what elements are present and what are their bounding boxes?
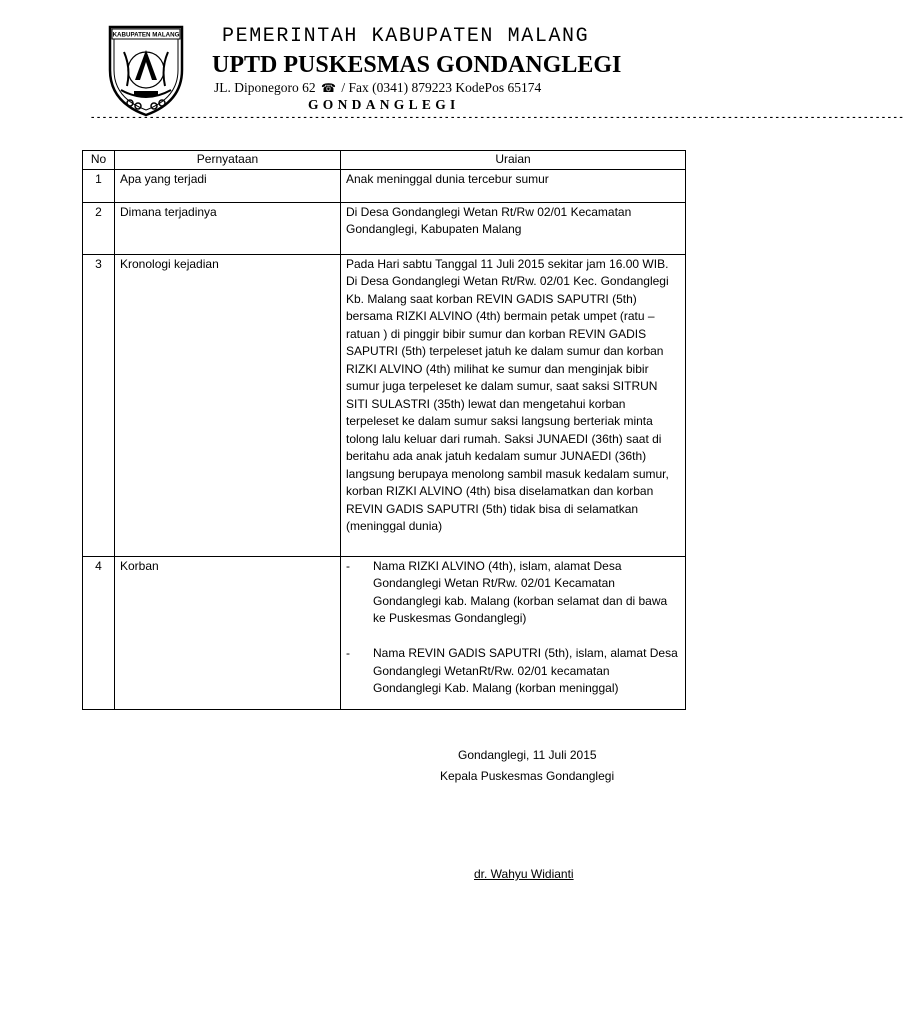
row-number: 1 bbox=[83, 169, 115, 202]
row-description bbox=[341, 556, 686, 709]
list-item bbox=[346, 645, 680, 698]
victim-description: Nama RIZKI ALVINO (4th), islam, alamat Desa Gondanglegi Wetan Rt/Rw. 02/01 Kecamatan Gondanglegi kab. Malang (korban selamat dan di bawa ke Puskesmas Gondanglegi) bbox=[373, 558, 668, 625]
logo-lettering: KABUPATEN MALANG bbox=[112, 31, 180, 39]
table-row bbox=[83, 202, 686, 254]
row-description: Anak meninggal dunia tercebur sumur bbox=[341, 169, 686, 202]
header-government-title: PEMERINTAH KABUPATEN MALANG bbox=[222, 25, 590, 48]
row-description: Pada Hari sabtu Tanggal 11 Juli 2015 sekitar jam 16.00 WIB. Di Desa Gondanglegi Wetan Rt/Rw. 02/01 Kec. Gondanglegi Kb. Malang saat korban REVIN GADIS SAPUTRI (5th) bersama RIZKI ALVINO (4th) bermain petak umpet (ratu – ratuan ) di pinggir bibir sumur dan korban REVIN GADIS SAPUTRI (5th) terpeleset jatuh ke dalam sumur dan korban RIZKI ALVINO (4th) milihat ke sumur dan menginjak bibir sumur juga terpeleset ke dalam sumur, saat saksi SITRUN SITI SULASTRI (35th) lewat dan mengetahui korban terpeleset ke dalam sumur saksi langsung berteriak minta tolong lalu keluar dari rumah. Saksi JUNAEDI (36th) saat di beritahu ada anak jatuh kedalam sumur JUNAEDI (36th) langsung berupaya menolong sambil masuk kedalam sumur, korban RIZKI ALVINO (4th) bisa diselamatkan dan korban REVIN GADIS SAPUTRI (5th) tidak bisa di selamatkan (meninggal dunia) bbox=[341, 254, 686, 556]
signature-name: dr. Wahyu Widianti bbox=[474, 867, 574, 881]
table-row bbox=[83, 169, 686, 202]
column-header-uraian: Uraian bbox=[341, 151, 686, 170]
row-label: Apa yang terjadi bbox=[115, 169, 341, 202]
table-row bbox=[83, 254, 686, 556]
contact-text: / Fax (0341) 879223 KodePos 65174 bbox=[341, 80, 542, 95]
header-divider: ------------------------------------------------------------------------------------------------------------------------------------------ bbox=[90, 113, 904, 123]
row-description: Di Desa Gondanglegi Wetan Rt/Rw 02/01 Kecamatan Gondanglegi, Kabupaten Malang bbox=[341, 202, 686, 254]
signature-title: Kepala Puskesmas Gondanglegi bbox=[440, 769, 615, 783]
signature-place-date: Gondanglegi, 11 Juli 2015 bbox=[458, 748, 597, 762]
list-item bbox=[346, 558, 680, 628]
victim-description: Nama REVIN GADIS SAPUTRI (5th), islam, alamat Desa Gondanglegi WetanRt/Rw. 02/01 kecamatan Gondanglegi Kab. Malang (korban meninggal) bbox=[373, 646, 678, 695]
row-label: Korban bbox=[115, 556, 341, 709]
header-location: GONDANGLEGI bbox=[308, 97, 460, 112]
header-institution-name: UPTD PUSKESMAS GONDANGLEGI bbox=[212, 52, 622, 78]
row-label: Dimana terjadinya bbox=[115, 202, 341, 254]
row-number: 2 bbox=[83, 202, 115, 254]
row-number: 3 bbox=[83, 254, 115, 556]
incident-report-table bbox=[82, 150, 686, 710]
header-address bbox=[214, 80, 541, 96]
column-header-no: No bbox=[83, 151, 115, 170]
kabupaten-malang-logo bbox=[107, 24, 185, 118]
row-label: Kronologi kejadian bbox=[115, 254, 341, 556]
bullet-dash: - bbox=[346, 646, 350, 660]
phone-icon: ☎ bbox=[321, 81, 336, 95]
coat-of-arms-icon bbox=[107, 24, 185, 118]
table-row bbox=[83, 556, 686, 709]
address-text: JL. Diponegoro 62 bbox=[214, 80, 316, 95]
bullet-dash: - bbox=[346, 558, 350, 573]
column-header-pernyataan: Pernyataan bbox=[115, 151, 341, 170]
table-header-row bbox=[83, 151, 686, 170]
row-number: 4 bbox=[83, 556, 115, 709]
